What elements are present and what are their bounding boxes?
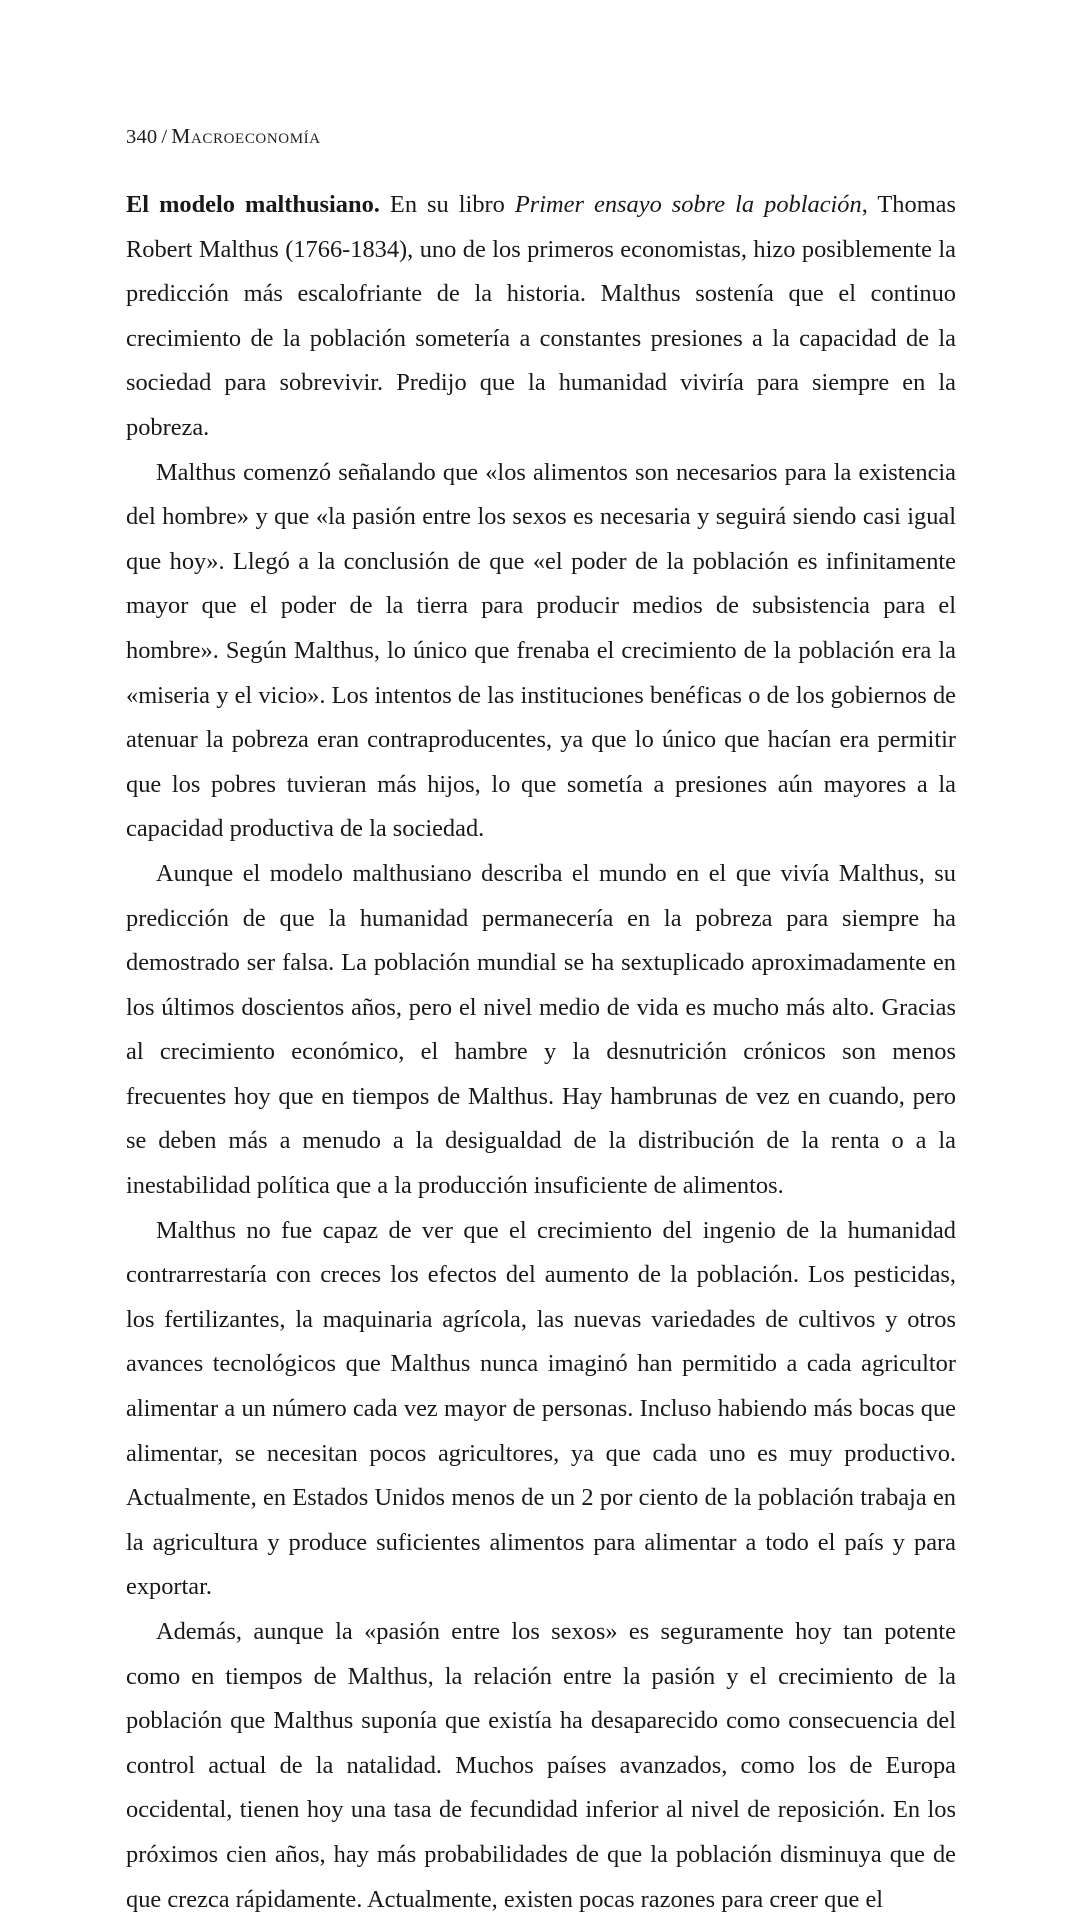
paragraph-fertility-decline: Además, aunque la «pasión entre los sexos» es seguramente hoy tan potente como en tiempos de Malthus, la relación entre la pasión y el crecimiento de la población que Malthus suponía que existía ha desaparecido como consecuencia del control actual de la natalidad. Muchos países avanzados, como los de Europa occidental, tienen hoy una tasa de fecundidad inferior al nivel de reposición. En los próximos cien años, hay más probabilidades de que la población disminuya que de que crezca rápidamente. Actualmente, existen pocas razones para creer que el [126, 1618, 956, 1913]
body-text-column [126, 183, 956, 1922]
paragraph-prediction-false: Aunque el modelo malthusiano describa el mundo en el que vivía Malthus, su predicción de que la humanidad permanecería en la pobreza para siempre ha demostrado ser falsa. La población mundial se ha sextuplicado aproximadamente en los últimos doscientos años, pero el nivel medio de vida es mucho más alto. Gracias al crecimiento económico, el hambre y la desnutrición crónicos son menos frecuentes hoy que en tiempos de Malthus. Hay hambrunas de vez en cuando, pero se deben más a menudo a la desigualdad de la distribución de la renta o a la inestabilidad política que a la producción insuficiente de alimentos. [126, 859, 956, 1200]
paragraph-technological-progress: Malthus no fue capaz de ver que el crecimiento del ingenio de la humanidad contrarrestaría con creces los efectos del aumento de la población. Los pesticidas, los fertilizantes, la maquinaria agrícola, las nuevas variedades de cultivos y otros avances tecnológicos que Malthus nunca imaginó han permitido a cada agricultor alimentar a un número cada vez mayor de personas. Incluso habiendo más bocas que alimentar, se necesitan pocos agricultores, ya que cada uno es muy productivo. Actualmente, en Estados Unidos menos de un 2 por ciento de la población trabaja en la agricultura y produce suficientes alimentos para alimentar a todo el país y para exportar. [126, 1216, 956, 1601]
running-head-book-title: Macroeconomía [171, 124, 321, 148]
paragraph-text-before-title: En su libro [379, 191, 515, 218]
page-folio-number: 340 [126, 126, 158, 148]
paragraph-malthusian-model [126, 183, 956, 451]
paragraph-lead-in-bold: El modelo malthusiano. [126, 191, 380, 218]
paragraph-text-after-title: , Thomas Robert Malthus (1766-1834), uno de los primeros economistas, hizo posiblemente la predicción más escalofriante de la historia. Malthus sostenía que el continuo crecimiento de la población sometería a constantes presiones a la capacidad de la sociedad para sobrevivir. Predijo que la humanidad viviría para siempre en la pobreza. [126, 191, 956, 441]
running-head-separator: / [161, 126, 168, 148]
paragraph-malthus-premises: Malthus comenzó señalando que «los alimentos son necesarios para la existencia del hombre» y que «la pasión entre los sexos es necesaria y seguirá siendo casi igual que hoy». Llegó a la conclusión de que «el poder de la población es infinitamente mayor que el poder de la tierra para producir medios de subsistencia para el hombre». Según Malthus, lo único que frenaba el crecimiento de la población era la «miseria y el vicio». Los intentos de las instituciones benéficas o de los gobiernos de atenuar la pobreza eran contraproducentes, ya que lo único que hacían era permitir que los pobres tuvieran más hijos, lo que sometía a presiones aún mayores a la capacidad productiva de la sociedad. [126, 458, 956, 843]
work-title-italic: Primer ensayo sobre la población [514, 191, 862, 218]
running-head [126, 124, 321, 149]
